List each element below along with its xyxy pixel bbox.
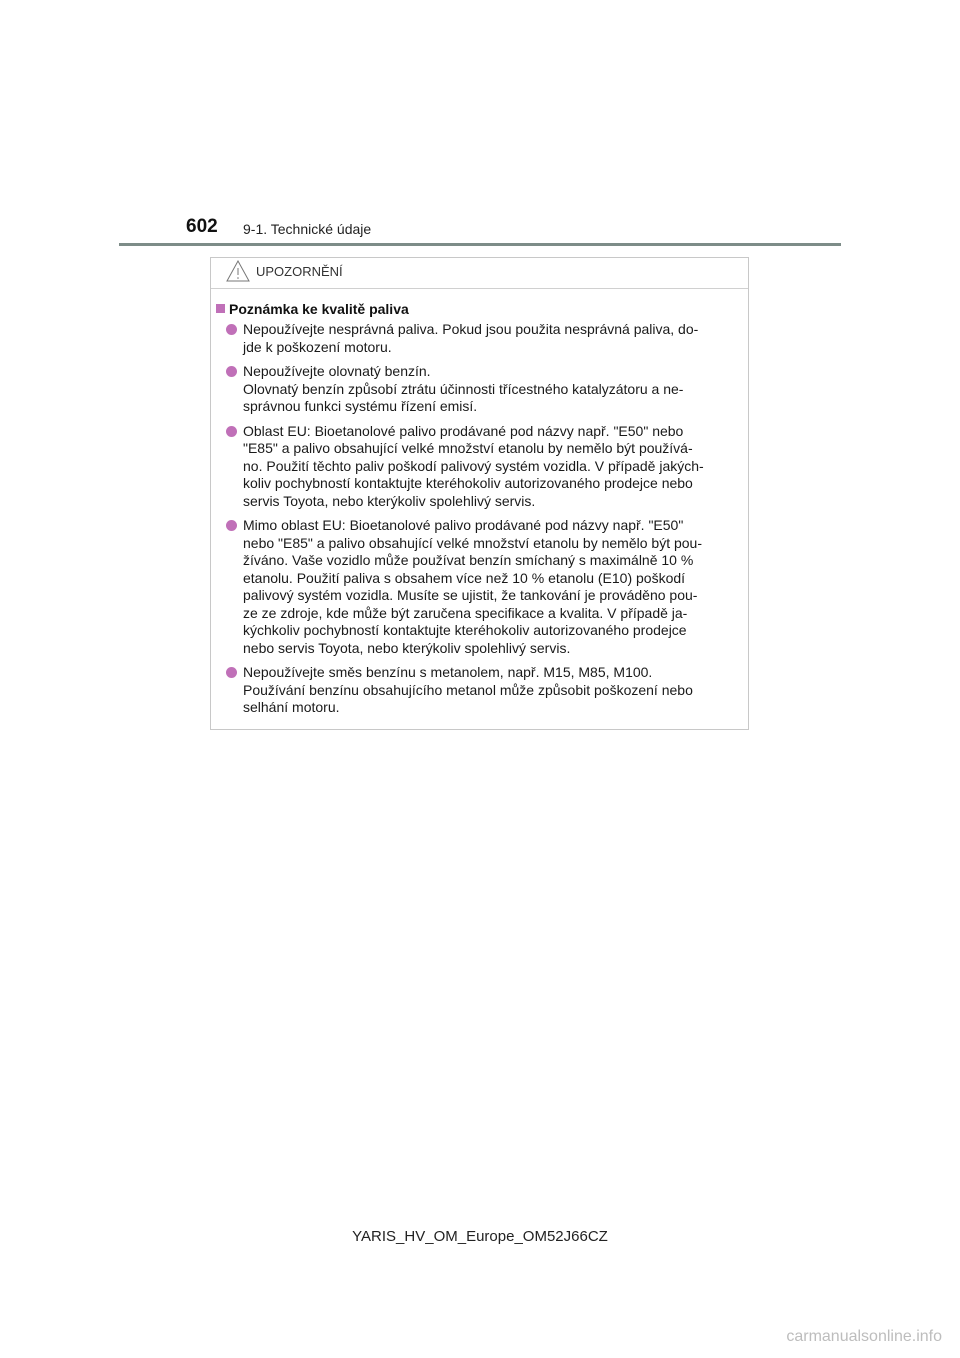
round-bullet-icon — [226, 667, 237, 678]
warning-text-line: etanolu. Použití paliva s obsahem více než 10 % etanolu (E10) poškodí — [243, 569, 686, 586]
warning-list-item — [223, 363, 743, 416]
warning-list-item — [223, 664, 743, 717]
warning-text-line: kýchkoliv pochybností kontaktujte kteréhokoliv autorizovaného prodejce — [243, 622, 687, 638]
warning-list — [223, 321, 743, 724]
warning-text-line: Nepoužívejte směs benzínu s metanolem, např. M15, M85, M100. — [243, 664, 653, 680]
warning-text-line: Používání benzínu obsahujícího metanol může způsobit poškození nebo — [243, 681, 693, 698]
warning-header — [211, 258, 748, 289]
warning-text-line: palivový systém vozidla. Musíte se ujistit, že tankování je prováděno pou- — [243, 587, 698, 603]
warning-text-line: ze ze zdroje, kde může být zaručena specifikace a kvalita. V případě ja- — [243, 604, 688, 621]
warning-text-line: no. Použití těchto paliv poškodí palivový systém vozidla. V případě jakých- — [243, 457, 704, 474]
warning-section-title: Poznámka ke kvalitě paliva — [229, 301, 409, 317]
round-bullet-icon — [226, 366, 237, 377]
warning-list-item — [223, 517, 743, 657]
warning-text-line: jde k poškození motoru. — [243, 338, 392, 355]
round-bullet-icon — [226, 324, 237, 335]
warning-text-line: Nepoužívejte olovnatý benzín. — [243, 363, 431, 379]
warning-text-line: nebo "E85" a palivo obsahující velké množství etanolu by nemělo být pou- — [243, 534, 702, 551]
warning-text-line: koliv pochybností kontaktujte kteréhokoliv autorizovaného prodejce nebo — [243, 475, 693, 491]
warning-section-heading — [216, 301, 409, 317]
warning-label: UPOZORNĚNÍ — [256, 264, 343, 279]
warning-text-line: Nepoužívejte nesprávná paliva. Pokud jsou použita nesprávná paliva, do- — [243, 321, 699, 337]
round-bullet-icon — [226, 520, 237, 531]
square-bullet-icon — [216, 304, 225, 313]
section-title: 9-1. Technické údaje — [243, 221, 372, 237]
page-number: 602 — [186, 216, 218, 237]
warning-text-line: selhání motoru. — [243, 699, 340, 715]
warning-text-line: nebo servis Toyota, nebo kterýkoliv spolehlivý servis. — [243, 639, 571, 656]
warning-text-line: správnou funkci systému řízení emisí. — [243, 398, 478, 414]
warning-text-line: "E85" a palivo obsahující velké množství etanolu by nemělo být používá- — [243, 440, 693, 456]
round-bullet-icon — [226, 426, 237, 437]
warning-text-line: Oblast EU: Bioetanolové palivo prodávané pod názvy např. "E50" nebo — [243, 422, 684, 439]
warning-list-item — [223, 423, 743, 511]
header-rule — [119, 243, 841, 246]
watermark: carmanualsonline.info — [786, 1328, 942, 1345]
warning-list-item — [223, 321, 743, 356]
warning-text-line: Mimo oblast EU: Bioetanolové palivo prodávané pod názvy např. "E50" — [243, 517, 684, 533]
warning-triangle-icon — [226, 260, 250, 282]
warning-box — [210, 257, 749, 730]
footer-document-id: YARIS_HV_OM_Europe_OM52J66CZ — [352, 1228, 608, 1245]
warning-text-line: Olovnatý benzín způsobí ztrátu účinnosti třícestného katalyzátoru a ne- — [243, 380, 684, 397]
warning-text-line: žíváno. Vaše vozidlo může používat benzín smíchaný s maximálně 10 % — [243, 552, 694, 568]
warning-text-line: servis Toyota, nebo kterýkoliv spolehlivý servis. — [243, 492, 536, 509]
